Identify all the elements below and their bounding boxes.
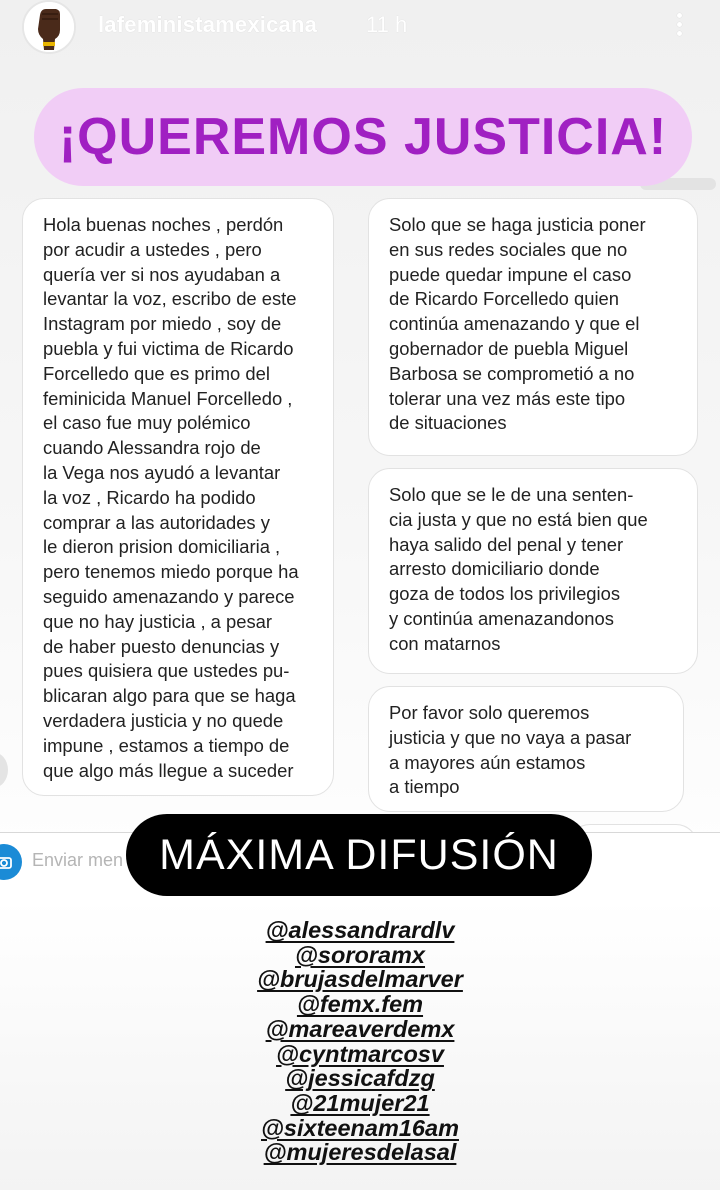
story-header — [0, 0, 720, 52]
handle-list — [0, 918, 720, 1165]
message-line: haya salido del penal y tener — [389, 533, 624, 555]
handle-link[interactable]: @alessandrardlv — [265, 917, 455, 943]
profile-avatar[interactable] — [22, 0, 76, 54]
message-line: Forcelledo que es primo del — [43, 362, 270, 384]
message-line: impune , estamos a tiempo de — [43, 734, 290, 756]
message-line: que no hay justicia , a pesar — [43, 610, 273, 632]
message-line: gobernador de puebla Miguel — [389, 337, 629, 359]
message-line: seguido amenazando y parece — [43, 585, 295, 607]
title-text: ¡QUEREMOS JUSTICIA! — [58, 108, 668, 166]
message-line: en sus redes sociales que no — [389, 238, 628, 260]
message-line: blicaran algo para que se haga — [43, 685, 296, 707]
message-line: arresto domiciliario donde — [389, 558, 600, 580]
message-line: tolerar una vez más este tipo — [389, 387, 626, 409]
message-line: puebla y fui victima de Ricardo — [43, 337, 294, 359]
message-line: que algo más llegue a suceder — [43, 759, 294, 781]
handle-link[interactable]: @cyntmarcosv — [276, 1040, 444, 1067]
difusion-text: MÁXIMA DIFUSIÓN — [159, 830, 559, 879]
handle-link[interactable]: @jessicafdzg — [285, 1065, 435, 1092]
message-line: cuando Alessandra rojo de — [43, 437, 261, 459]
message-bubble-right-3 — [368, 686, 684, 812]
message-line: el caso fue muy polémico — [43, 412, 251, 434]
message-line: por acudir a ustedes , pero — [43, 238, 262, 260]
handle-link[interactable]: @mujeresdelasal — [263, 1139, 457, 1166]
handle-link[interactable]: @femx.fem — [296, 991, 424, 1018]
message-line: feminicida Manuel Forcelledo , — [43, 387, 293, 409]
message-line: justicia y que no vaya a pasar — [389, 726, 632, 748]
title-banner — [34, 88, 692, 186]
camera-glyph-icon — [0, 852, 14, 872]
message-line: Hola buenas noches , perdón — [43, 214, 284, 235]
message-line: pues quisiera que ustedes pu- — [43, 660, 290, 682]
message-line: continúa amenazando y que el — [389, 313, 640, 335]
message-line: de Ricardo Forcelledo quien — [389, 288, 620, 310]
handle-link[interactable]: @21mujer21 — [290, 1089, 430, 1116]
message-line: la Vega nos ayudó a levantar — [43, 461, 281, 483]
message-line: levantar la voz, escribo de este — [43, 288, 297, 310]
message-bubble-right-1 — [368, 198, 698, 456]
message-line: a mayores aún estamos — [389, 751, 586, 773]
message-line: Instagram por miedo , soy de — [43, 313, 282, 335]
message-line: de situaciones — [389, 412, 507, 434]
message-line: Solo que se haga justicia poner — [389, 214, 646, 235]
message-line: de haber puesto denuncias y — [43, 635, 280, 657]
handle-link[interactable]: @brujasdelmarver — [257, 966, 463, 993]
message-line: a tiempo — [389, 776, 460, 798]
message-line: le dieron prision domiciliaria , — [43, 536, 281, 558]
story-timestamp: 11 h — [366, 12, 408, 37]
handle-link[interactable]: @sixteenam16am — [261, 1114, 459, 1141]
message-line: puede quedar impune el caso — [389, 263, 632, 285]
message-line: la voz , Ricardo ha podido — [43, 486, 256, 508]
message-bubble-right-2 — [368, 468, 698, 674]
message-bubble-left — [22, 198, 334, 796]
message-line: y continúa amenazandonos — [389, 607, 614, 629]
message-line: quería ver si nos ayudaban a — [43, 263, 281, 285]
more-vertical-icon[interactable] — [672, 10, 686, 40]
raised-fist-icon — [24, 2, 74, 52]
message-line: Por favor solo queremos — [389, 702, 590, 723]
story-username[interactable]: lafeministamexicana — [98, 12, 318, 37]
difusion-pill — [126, 814, 592, 896]
handle-link[interactable]: @sororamx — [294, 941, 426, 968]
message-line: comprar a las autoridades y — [43, 511, 270, 533]
message-line: Barbosa se comprometió a no — [389, 362, 635, 384]
message-line: goza de todos los privilegios — [389, 583, 621, 605]
message-line: con matarnos — [389, 632, 501, 654]
message-line: verdadera justicia y no quede — [43, 709, 284, 731]
message-line: cia justa y que no está bien que — [389, 508, 648, 530]
message-line: Solo que se le de una senten- — [389, 484, 634, 505]
message-line: pero tenemos miedo porque ha — [43, 561, 299, 583]
handle-link[interactable]: @mareaverdemx — [265, 1015, 455, 1042]
message-input[interactable]: Enviar men — [32, 850, 124, 870]
